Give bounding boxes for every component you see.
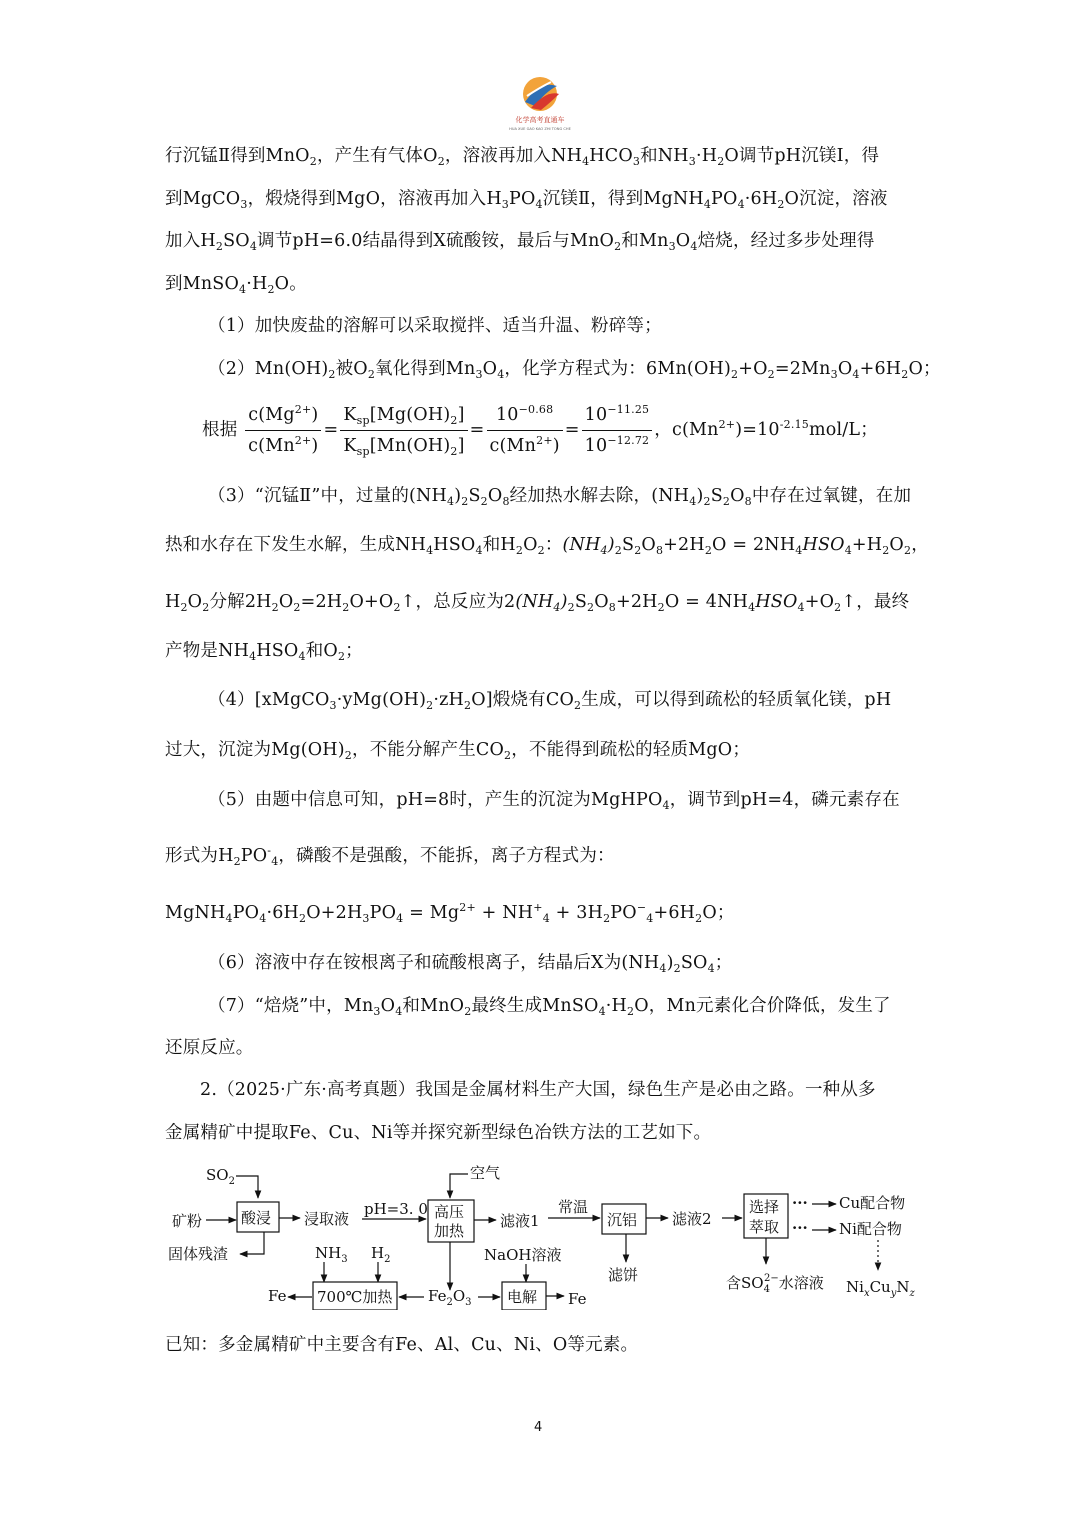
label-precipitate-al: 沉铝 [607,1211,638,1229]
answer-4-line2: 过大，沉淀为$Mg(OH)_2$，不能分解产生$CO_2$，不能得到疏松的轻质MgO； [165,740,751,762]
answer-3-line3: $H_2O_2$分解$2H_2O_2=2H_2O+O_2↑$，总反应为$2(NH_4)_2S_2O_8+2H_2O$ = $4NH_4HSO_4+O_2↑$，最终 [165,592,910,614]
label-residue: 固体残渣 [168,1245,229,1263]
answer-5-line1: （5）由题中信息可知，pH=8时，产生的沉淀为MgHPO$_4$，调节到pH=4，磷元素存在 [208,790,900,812]
frac-ksp-ratio: $\frac{K_{sp}[Mg(OH)_2]}{K_{sp}[Mn(OH)_2]}$ [340,402,467,459]
label-acid-leach: 酸浸 [241,1209,272,1227]
answer-7-line1: （7）“焙烧”中，$Mn_3O_4$和MnO$_2$最终生成$MnSO_4\cdot H_2O$，Mn元素化合价降低，发生了 [208,996,891,1018]
label-hp1: 高压 [434,1203,465,1221]
label-filtrate2: 滤液2 [672,1210,712,1228]
label-filtrate1: 滤液1 [500,1212,540,1230]
answer-5-line2: 形式为$H_2PO^-_4$，磷酸不是强酸，不能拆，离子方程式为： [165,844,615,868]
label-extract1: 选择 [749,1198,780,1216]
answer-3-line4: 产物是$NH_4HSO_4$和$O_2$； [165,641,363,663]
process-flow-diagram [160,1160,930,1310]
label-leachate: 浸取液 [304,1210,350,1228]
answer-7-line2: 还原反应。 [165,1038,254,1058]
publisher-logo [505,72,575,134]
label-h2: $H_2$ [371,1244,391,1265]
ionic-equation: $MgNH_4PO_4\cdot 6H_2O+2H_3PO_4 = Mg^{2+} + NH^+_4 + 3H_2PO^-_4+6H_2O$； [165,901,735,925]
label-fe2o3: $Fe_2O_3$ [428,1287,472,1308]
label-nicun: $Ni_xCu_yN_z$ [846,1278,915,1299]
answer-3-line2: 热和水存在下发生水解，生成$NH_4HSO_4$和$H_2O_2$：$(NH_4)_2S_2O_8+2H_2O = 2NH_4HSO_4+H_2O_2$， [165,535,929,557]
label-extract2: 萃取 [749,1218,780,1236]
known-info: 已知：多金属精矿中主要含有Fe、Al、Cu、Ni、O等元素。 [165,1335,639,1355]
para1-line3: 加入$H_2SO_4$调节pH=6.0结晶得到X硫酸铵，最后与MnO$_2$和$Mn_3O_4$焙烧，经过多步处理得 [165,231,875,253]
question-2-line1: 2.（2025·广东·高考真题）我国是金属材料生产大国，绿色生产是必由之路。一种从多 [200,1080,876,1100]
answer-6: （6）溶液中存在铵根离子和硫酸根离子，结晶后X为$(NH_4)_2SO_4$； [208,953,733,975]
label-fe-right: Fe [568,1290,587,1308]
para1-line2: 到MgCO$_3$，煅烧得到MgO，溶液再加入$H_3PO_4$沉镁Ⅱ，得到$MgNH_4PO_4\cdot 6H_2O$沉淀，溶液 [165,189,888,211]
label-700c-heating: 700℃加热 [317,1288,393,1306]
label-naoh: NaOH溶液 [484,1246,562,1264]
label-so2: $SO_2$ [206,1166,235,1187]
label-fe-left: Fe [268,1287,287,1305]
label-cu-complex: Cu配合物 [839,1194,906,1212]
label-air: 空气 [470,1164,501,1182]
frac-conc-ratio: $\frac{c(Mg^{2+})}{c(Mn^{2+})}$ [245,402,321,459]
logo-text: 化学高考直通车 [515,116,565,124]
frac-value: $\frac{10^{-0.68}}{c(Mn^{2+})}$ [487,402,563,459]
arrow-so2 [236,1176,258,1198]
label-ore: 矿粉 [172,1212,203,1230]
ratio-equation: 根据 $\frac{c(Mg^{2+})}{c(Mn^{2+})}$ = $\frac{K_{sp}[Mg(OH)_2]}{K_{sp}[Mn(OH)_2]}$ = $\frac{10^{-0.68}}{c(Mn^{2+})}$ = $\frac{10^{-11.25}}{10^{-12.72}}$ ，$c(Mn^{2+})=10^{-2.15}mol/L$； [202,403,878,458]
dots-ni: ··· [792,1219,808,1237]
answer-3-line1: （3）“沉锰Ⅱ”中，过量的$(NH_4)_2S_2O_8$经加热水解去除，$(NH_4)_2S_2O_8$中存在过氧键，在加 [208,486,912,508]
answer-2: $(2)Mn(OH)_2$被$O_2$氧化得到$Mn_3O_4$，化学方程式为：$6Mn(OH)_2+O_2=2Mn_3O_4+6H_2O$； [208,359,941,381]
label-room-temp: 常温 [558,1198,589,1216]
para1-line4: 到$MnSO_4\cdot H_2O$。 [165,274,307,296]
frac-ksp-values: $\frac{10^{-11.25}}{10^{-12.72}}$ [582,402,653,459]
label-nh3: $NH_3$ [315,1244,348,1265]
dots-cu: ··· [792,1194,808,1212]
arrow-residue [240,1232,264,1254]
label-hp2: 加热 [434,1222,465,1240]
label-filter-cake: 滤饼 [608,1266,639,1284]
label-electrolysis: 电解 [507,1288,538,1306]
question-2-line2: 金属精矿中提取Fe、Cu、Ni等并探究新型绿色冶铁方法的工艺如下。 [165,1123,712,1143]
label-ph: pH=3. 0 [364,1200,428,1218]
page-number: 4 [534,1420,543,1435]
arrow-air [450,1174,468,1198]
logo-subtext: HUA XUE GAO KAO ZHI TONG CHE [509,127,571,131]
label-ni-complex: Ni配合物 [839,1220,902,1238]
para1-line1: 行沉锰Ⅱ得到MnO$_2$，产生有气体$O_2$，溶液再加入$NH_4HCO_3$和$NH_3\cdot H_2O$调节pH沉镁Ⅰ，得 [165,146,880,168]
answer-4-line1: $(4)[xMgCO_3\cdot yMg(OH)_2\cdot zH_2O]$煅烧有$CO_2$生成，可以得到疏松的轻质氧化镁，pH [208,690,892,712]
answer-1: （1）加快废盐的溶解可以采取搅拌、适当升温、粉碎等； [208,316,662,336]
label-sulfate-solution: 含$SO_42-$水溶液 [726,1273,824,1295]
